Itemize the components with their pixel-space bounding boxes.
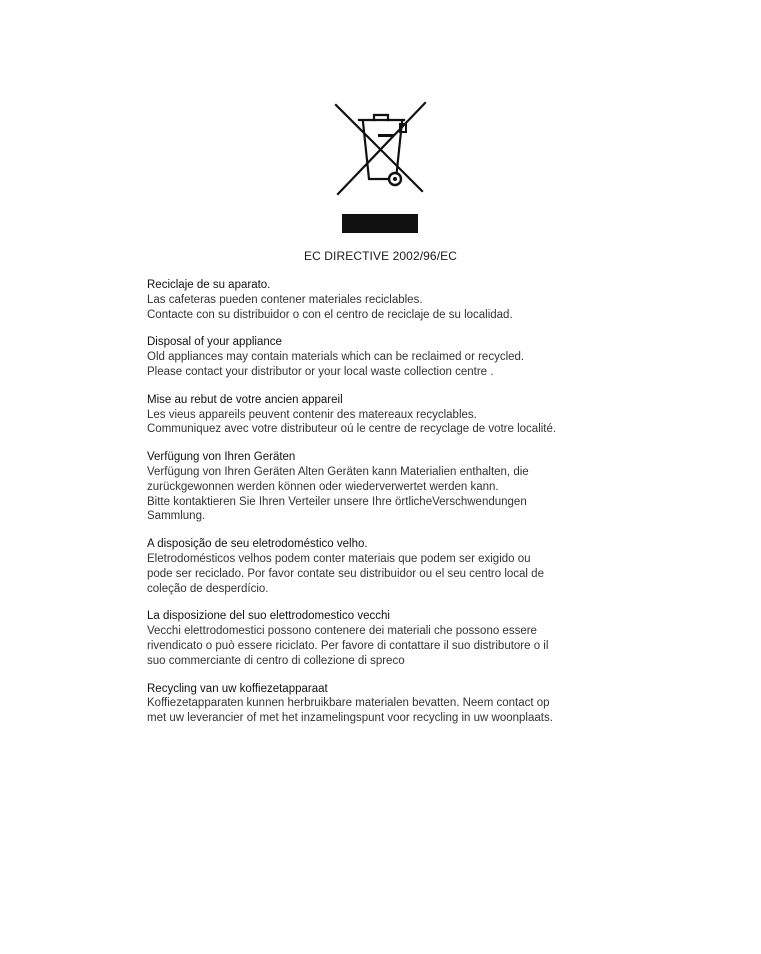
section-text-line: Verfügung von Ihren Geräten Alten Geräten kann Materialien enthalten, die <box>147 465 529 478</box>
section-heading: Mise au rebut de votre ancien appareil <box>147 393 343 406</box>
disposal-sections <box>147 278 627 739</box>
section-heading: La disposizione del suo elettrodomestico vecchi <box>147 610 390 623</box>
disposal-section <box>147 278 627 322</box>
weee-black-bar <box>342 214 418 233</box>
section-text-line: Contacte con su distribuidor o con el centro de reciclaje de su localidad. <box>147 308 513 321</box>
section-text-line: suo commerciante di centro di collezione di spreco <box>147 654 405 667</box>
disposal-section <box>147 537 627 596</box>
directive-title: EC DIRECTIVE 2002/96/EC <box>303 249 458 263</box>
crossed-out-wheelie-bin-icon <box>332 100 428 196</box>
section-text-line: Sammlung. <box>147 510 206 523</box>
section-heading: Recycling van uw koffiezetapparaat <box>147 682 328 695</box>
section-text-line: Vecchi elettrodomestici possono contenere dei materiali che possono essere <box>147 625 537 638</box>
section-text-line: Old appliances may contain materials which can be reclaimed or recycled. <box>147 351 525 364</box>
section-text-line: Please contact your distributor or your local waste collection centre . <box>147 365 494 378</box>
disposal-section <box>147 335 627 379</box>
section-text-line: Bitte kontaktieren Sie Ihren Verteiler unsere Ihre örtlicheVerschwendungen <box>147 495 527 508</box>
section-heading: Reciclaje de su aparato. <box>147 279 271 291</box>
disposal-section <box>147 450 627 524</box>
section-text-line: Eletrodomésticos velhos podem conter materiais que podem ser exigido ou <box>147 552 531 565</box>
section-heading: Disposal of your appliance <box>147 336 282 349</box>
section-text-line: met uw leverancier of met het inzamelingspunt voor recycling in uw woonplaats. <box>147 712 553 725</box>
disposal-section <box>147 682 627 726</box>
section-text-line: Las cafeteras pueden contener materiales reciclables. <box>147 293 423 306</box>
section-text-line: zurückgewonnen werden können oder wiederverwertet werden kann. <box>147 480 499 493</box>
disposal-section <box>147 609 627 668</box>
section-text-line: Communiquez avec votre distributeur oú le centre de recyclage de votre localité. <box>147 423 557 436</box>
section-text-line: rivendicato o può essere riciclato. Per favore di contattare il suo distributore o il <box>147 639 549 652</box>
section-text-line: coleção de desperdício. <box>147 582 269 595</box>
section-text-line: pode ser reciclado. Por favor contate seu distribuidor ou el seu centro local de <box>147 567 544 580</box>
section-heading: A disposição de seu eletrodoméstico velho. <box>147 538 368 551</box>
section-text-line: Koffiezetapparaten kunnen herbruikbare materialen bevatten. Neem contact op <box>147 697 550 710</box>
section-heading: Verfügung von Ihren Geräten <box>147 451 296 464</box>
section-text-line: Les vieus appareils peuvent contenir des matereaux recyclables. <box>147 408 477 421</box>
disposal-section <box>147 393 627 437</box>
